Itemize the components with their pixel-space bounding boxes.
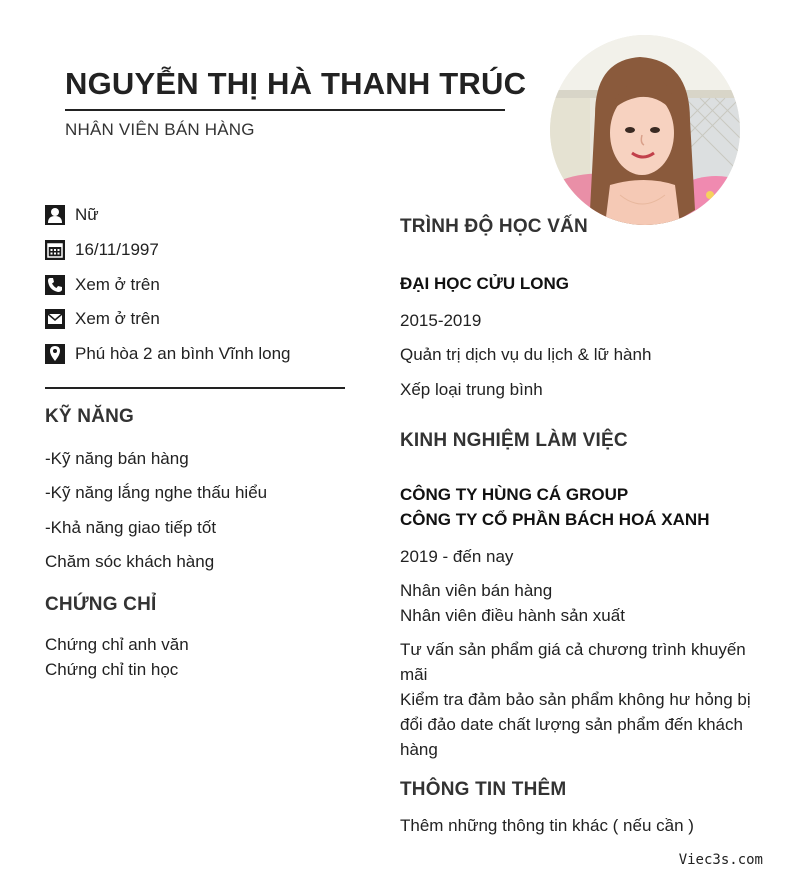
mail-icon [45,309,65,329]
contact-phone [45,275,160,295]
profile-photo [550,35,740,225]
company-name: CÔNG TY HÙNG CÁ GROUP [400,485,629,504]
school-name: ĐẠI HỌC CỬU LONG [400,274,569,293]
education-heading: TRÌNH ĐỘ HỌC VẤN [400,216,588,237]
calendar-icon [45,240,65,260]
education-grade: Xếp loại trung bình [400,380,543,399]
contact-birthday [45,240,159,260]
duty-item: Kiểm tra đảm bảo sản phẩm không hư hỏng bị đổi đảo date chất lượng sản phẩm đến khách hàng [400,690,751,759]
education-period: 2015-2019 [400,311,482,330]
experience-heading: KINH NGHIỆM LÀM VIỆC [400,430,628,451]
company-name: CÔNG TY CỔ PHẦN BÁCH HOÁ XANH [400,510,710,529]
contact-gender [45,205,99,225]
candidate-name: NGUYỄN THỊ HÀ THANH TRÚC [65,66,527,101]
certificates-heading: CHỨNG CHỈ [45,594,157,615]
gender-value: Nữ [75,205,99,224]
experience-period: 2019 - đến nay [400,547,514,566]
certificate-item: Chứng chỉ anh văn [45,635,189,654]
position-item: Nhân viên điều hành sản xuất [400,606,625,625]
left-divider [45,387,345,389]
duty-item: Tư vấn sản phẩm giá cả chương trình khuyến mãi [400,640,746,684]
contact-email [45,309,160,329]
phone-icon [45,275,65,295]
contact-address [45,344,291,364]
skill-item: Chăm sóc khách hàng [45,552,215,571]
certificate-item: Chứng chỉ tin học [45,660,179,679]
skills-heading: KỸ NĂNG [45,406,135,427]
skill-item: -Kỹ năng bán hàng [45,449,189,468]
position-item: Nhân viên bán hàng [400,581,553,600]
additional-text: Thêm những thông tin khác ( nếu cần ) [400,816,694,835]
education-major: Quản trị dịch vụ du lịch & lữ hành [400,345,652,364]
location-pin-icon [45,344,65,364]
job-title: NHÂN VIÊN BÁN HÀNG [65,120,255,139]
address-value: Phú hòa 2 an bình Vĩnh long [75,344,291,363]
email-value: Xem ở trên [75,309,160,328]
person-icon [45,205,65,225]
site-watermark: Viec3s.com [678,852,763,868]
skill-item: -Khả năng giao tiếp tốt [45,518,217,537]
name-underline [65,109,505,111]
phone-value: Xem ở trên [75,275,160,294]
additional-heading: THÔNG TIN THÊM [400,779,567,800]
birthday-value: 16/11/1997 [75,240,159,259]
skill-item: -Kỹ năng lắng nghe thấu hiểu [45,483,268,502]
